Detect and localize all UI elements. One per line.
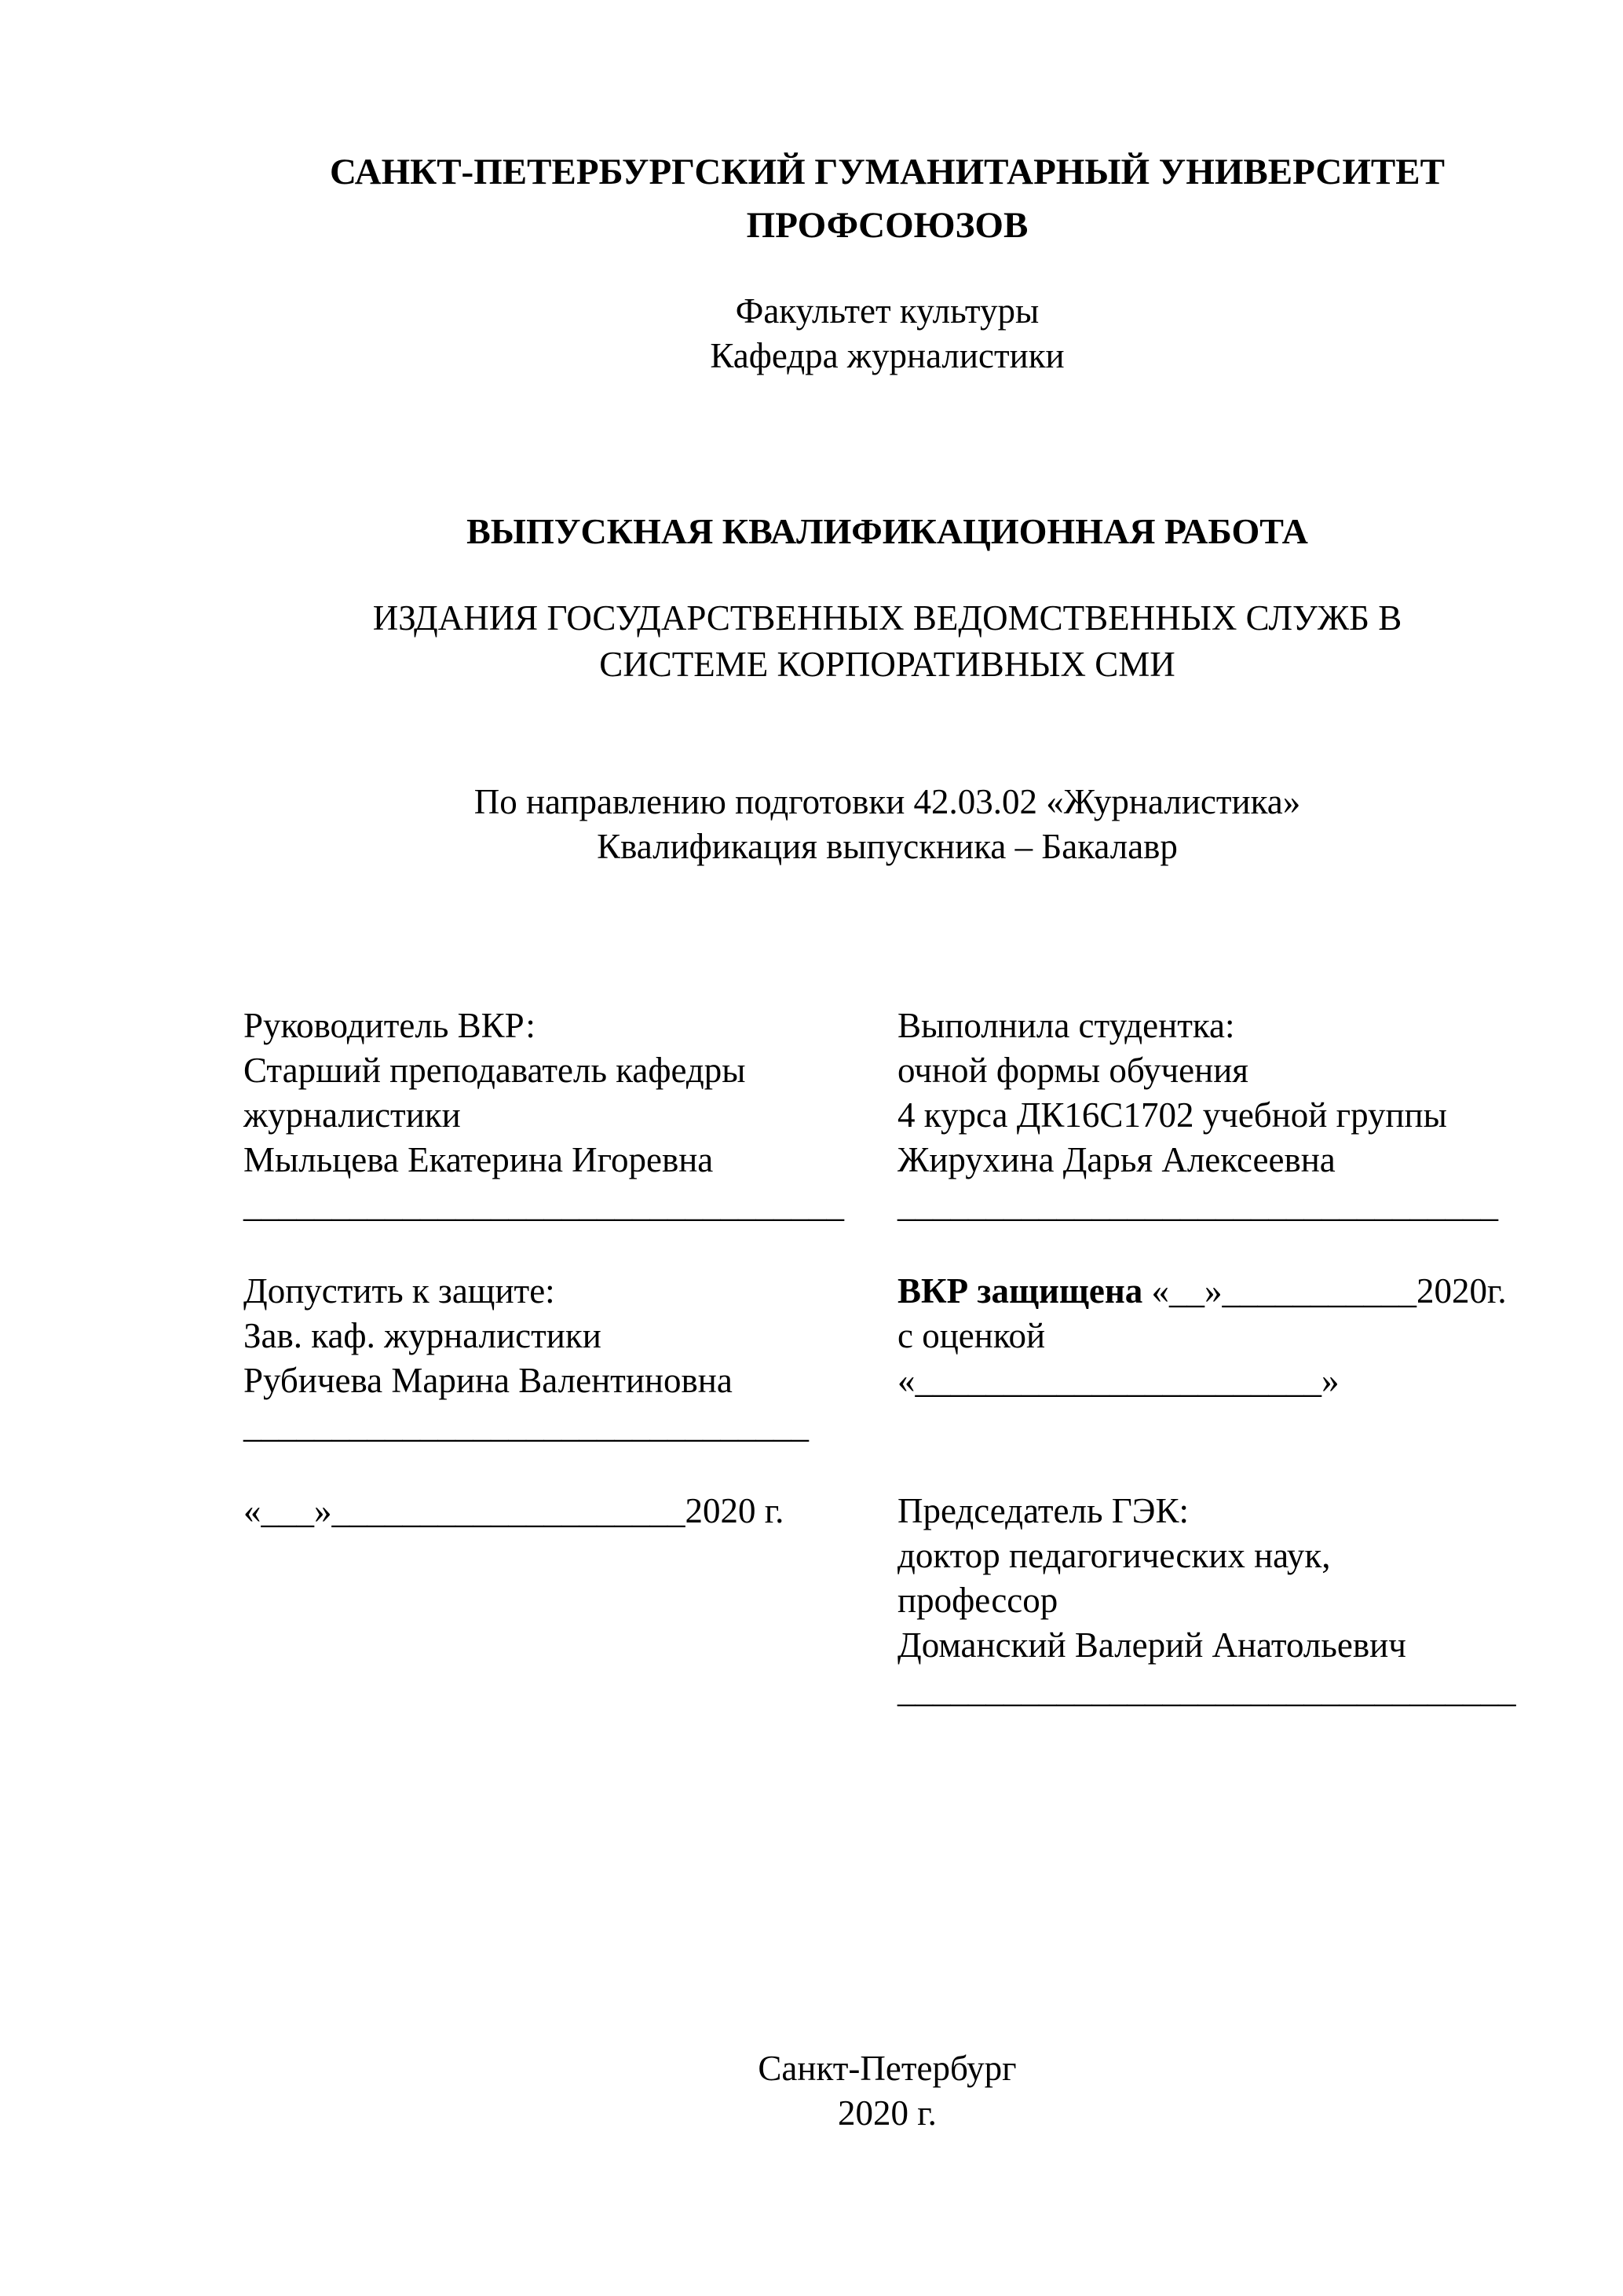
admission-name: Рубичева Марина Валентиновна [243,1361,733,1400]
footer-city: Санкт-Петербург [758,2049,1017,2088]
admission-label: Допустить к защите: [243,1271,555,1311]
chairman-rank: профессор [897,1581,1058,1620]
supervisor-label: Руководитель ВКР: [243,1006,536,1045]
chairman-signature-line: ___________________________________ [897,1670,1516,1709]
supervisor-signature-line: __________________________________ [243,1185,844,1224]
thesis-title-line1: ИЗДАНИЯ ГОСУДАРСТВЕННЫХ ВЕДОМСТВЕННЫХ СЛУЖБ В [372,598,1402,638]
student-block [897,1004,1531,1227]
thesis-title [243,595,1531,688]
admission-position: Зав. каф. журналистики [243,1316,601,1355]
defense-grade-label: с оценкой [897,1316,1046,1355]
program-direction: По направлению подготовки 42.03.02 «Журналистика» [473,782,1301,821]
faculty-name: Факультет культуры [735,291,1040,331]
student-label: Выполнила студентка: [897,1006,1235,1045]
chairman-label: Председатель ГЭК: [897,1491,1189,1530]
footer-block [243,2046,1531,2136]
chairman-degree: доктор педагогических наук, [897,1536,1331,1575]
thesis-title-line2: СИСТЕМЕ КОРПОРАТИВНЫХ СМИ [599,645,1175,684]
defense-grade-line: «_______________________» [897,1361,1340,1400]
defense-date-line [897,1269,1531,1314]
student-study-form: очной формы обучения [897,1051,1248,1090]
signatures-row-2 [243,1269,1531,1448]
supervisor-block [243,1004,897,1227]
defense-block [897,1269,1531,1448]
admission-block [243,1269,897,1448]
student-name: Жирухина Дарья Алексеевна [897,1140,1336,1179]
signatures-row-1 [243,1004,1531,1227]
student-signature-line: __________________________________ [897,1185,1498,1224]
university-name [243,145,1531,252]
university-name-line2: ПРОФСОЮЗОВ [746,205,1029,246]
admission-date-block [243,1489,897,1713]
program-block [243,780,1531,869]
student-group: 4 курса ДК16С1702 учебной группы [897,1095,1447,1135]
admission-signature-line: ________________________________ [243,1406,809,1445]
admission-date-line: «___»____________________2020 г. [243,1491,784,1530]
defense-label: ВКР защищена [897,1271,1143,1311]
work-type-heading: ВЫПУСКНАЯ КВАЛИФИКАЦИОННАЯ РАБОТА [466,511,1308,551]
signatures-row-3 [243,1489,1531,1713]
supervisor-name: Мыльцева Екатерина Игоревна [243,1140,714,1179]
supervisor-position-line2: журналистики [243,1095,461,1135]
department-name: Кафедра журналистики [710,336,1065,375]
defense-date-blank: «__»___________2020г. [1142,1271,1507,1311]
chairman-name: Доманский Валерий Анатольевич [897,1625,1406,1665]
footer-year: 2020 г. [838,2093,937,2133]
university-name-line1: САНКТ-ПЕТЕРБУРГСКИЙ ГУМАНИТАРНЫЙ УНИВЕРСИТЕТ [330,152,1445,192]
faculty-department-block [243,289,1531,378]
program-qualification: Квалификация выпускника – Бакалавр [597,827,1178,866]
supervisor-position-line1: Старший преподаватель кафедры [243,1051,746,1090]
chairman-block [897,1489,1531,1713]
